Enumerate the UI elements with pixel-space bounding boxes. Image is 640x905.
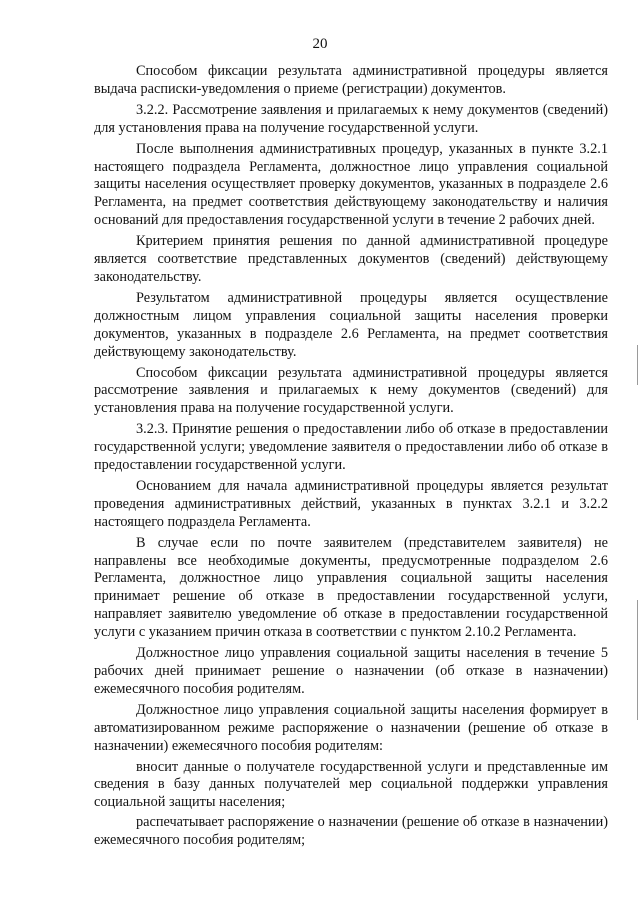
paragraph: вносит данные о получателе государственной услуги и представленные им сведения в базу данных получателей мер социальной поддержки управления социальной защиты населения; xyxy=(94,758,608,811)
document-body xyxy=(94,63,608,852)
paragraph: В случае если по почте заявителем (представителем заявителя) не направлены все необходимые документы, предусмотренные подразделом 2.6 Регламента, должностное лицо управления социальной защиты населения принимает решение об отказе в предоставлении государственной услуги, направляет заявителю уведомление об отказе в предоставлении государственной услуги с указанием причин отказа в соответствии с пунктом 2.10.2 Регламента. xyxy=(94,534,608,641)
paragraph: Основанием для начала административной процедуры является результат проведения административных действий, указанных в пунктах 3.2.1 и 3.2.2 настоящего подраздела Регламента. xyxy=(94,477,608,530)
paragraph: После выполнения административных процедур, указанных в пункте 3.2.1 настоящего подраздела Регламента, должностное лицо управления социальной защиты населения осуществляет проверку документов, указанных в подразделе 2.6 Регламента, на предмет соответствия действующему законодательству и наличия оснований для предоставления государственной услуги в течение 2 рабочих дней. xyxy=(94,140,608,229)
paragraph: 3.2.3. Принятие решения о предоставлении либо об отказе в предоставлении государственной услуги; уведомление заявителя о предоставлении либо об отказе в предоставлении государственной услуги. xyxy=(94,421,608,474)
paragraph: Критерием принятия решения по данной административной процедуре является соответствие представленных документов (сведений) действующему законодательству. xyxy=(94,233,608,285)
scan-edge-mark xyxy=(637,345,638,385)
paragraph: Должностное лицо управления социальной защиты населения в течение 5 рабочих дней принимает решение о назначении (об отказе в назначении) ежемесячного пособия родителям. xyxy=(94,645,608,697)
paragraph: Способом фиксации результата административной процедуры является выдача расписки-уведомления о приеме (регистрации) документов. xyxy=(94,63,608,97)
paragraph: Результатом административной процедуры является осуществление должностным лицом управления социальной защиты населения проверки документов, указанных в подразделе 2.6 Регламента, на предмет соответствия действующему законодательству. xyxy=(94,289,608,360)
paragraph: Способом фиксации результата административной процедуры является рассмотрение заявления и прилагаемых к нему документов (сведений) для установления права на получение государственной услуги. xyxy=(94,364,608,417)
page-number: 20 xyxy=(312,36,328,52)
paragraph: распечатывает распоряжение о назначении (решение об отказе в назначении) ежемесячного пособия родителям; xyxy=(94,814,608,849)
paragraph: Должностное лицо управления социальной защиты населения формирует в автоматизированном режиме распоряжение о назначении (решение об отказе в назначении) ежемесячного пособия родителям: xyxy=(94,701,608,754)
scan-edge-mark xyxy=(637,600,638,720)
paragraph: 3.2.2. Рассмотрение заявления и прилагаемых к нему документов (сведений) для установления права на получение государственной услуги. xyxy=(94,101,608,136)
